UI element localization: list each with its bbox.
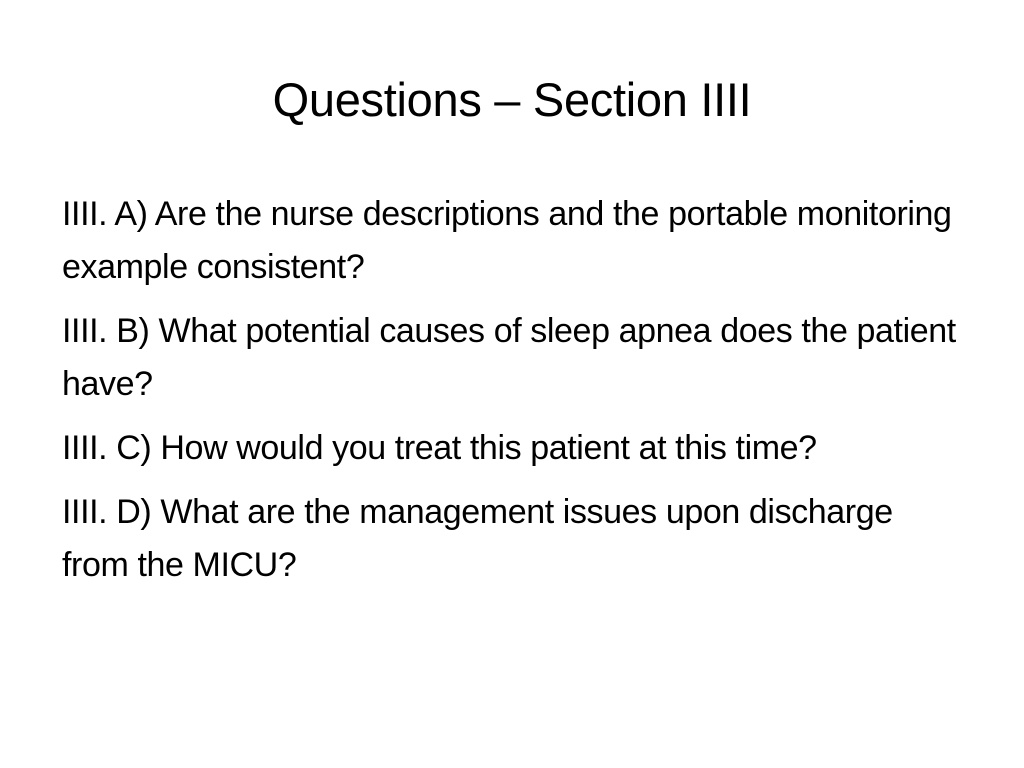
question-b: IIII. B) What potential causes of sleep apnea does the patient have?: [62, 312, 956, 403]
question-list: [62, 188, 962, 603]
question-c: IIII. C) How would you treat this patient at this time?: [62, 429, 817, 467]
slide-title: Questions – Section IIII: [272, 73, 752, 126]
question-d: IIII. D) What are the management issues upon discharge from the MICU?: [62, 493, 893, 584]
question-a: IIII. A) Are the nurse descriptions and the portable monitoring example consistent?: [62, 195, 952, 286]
